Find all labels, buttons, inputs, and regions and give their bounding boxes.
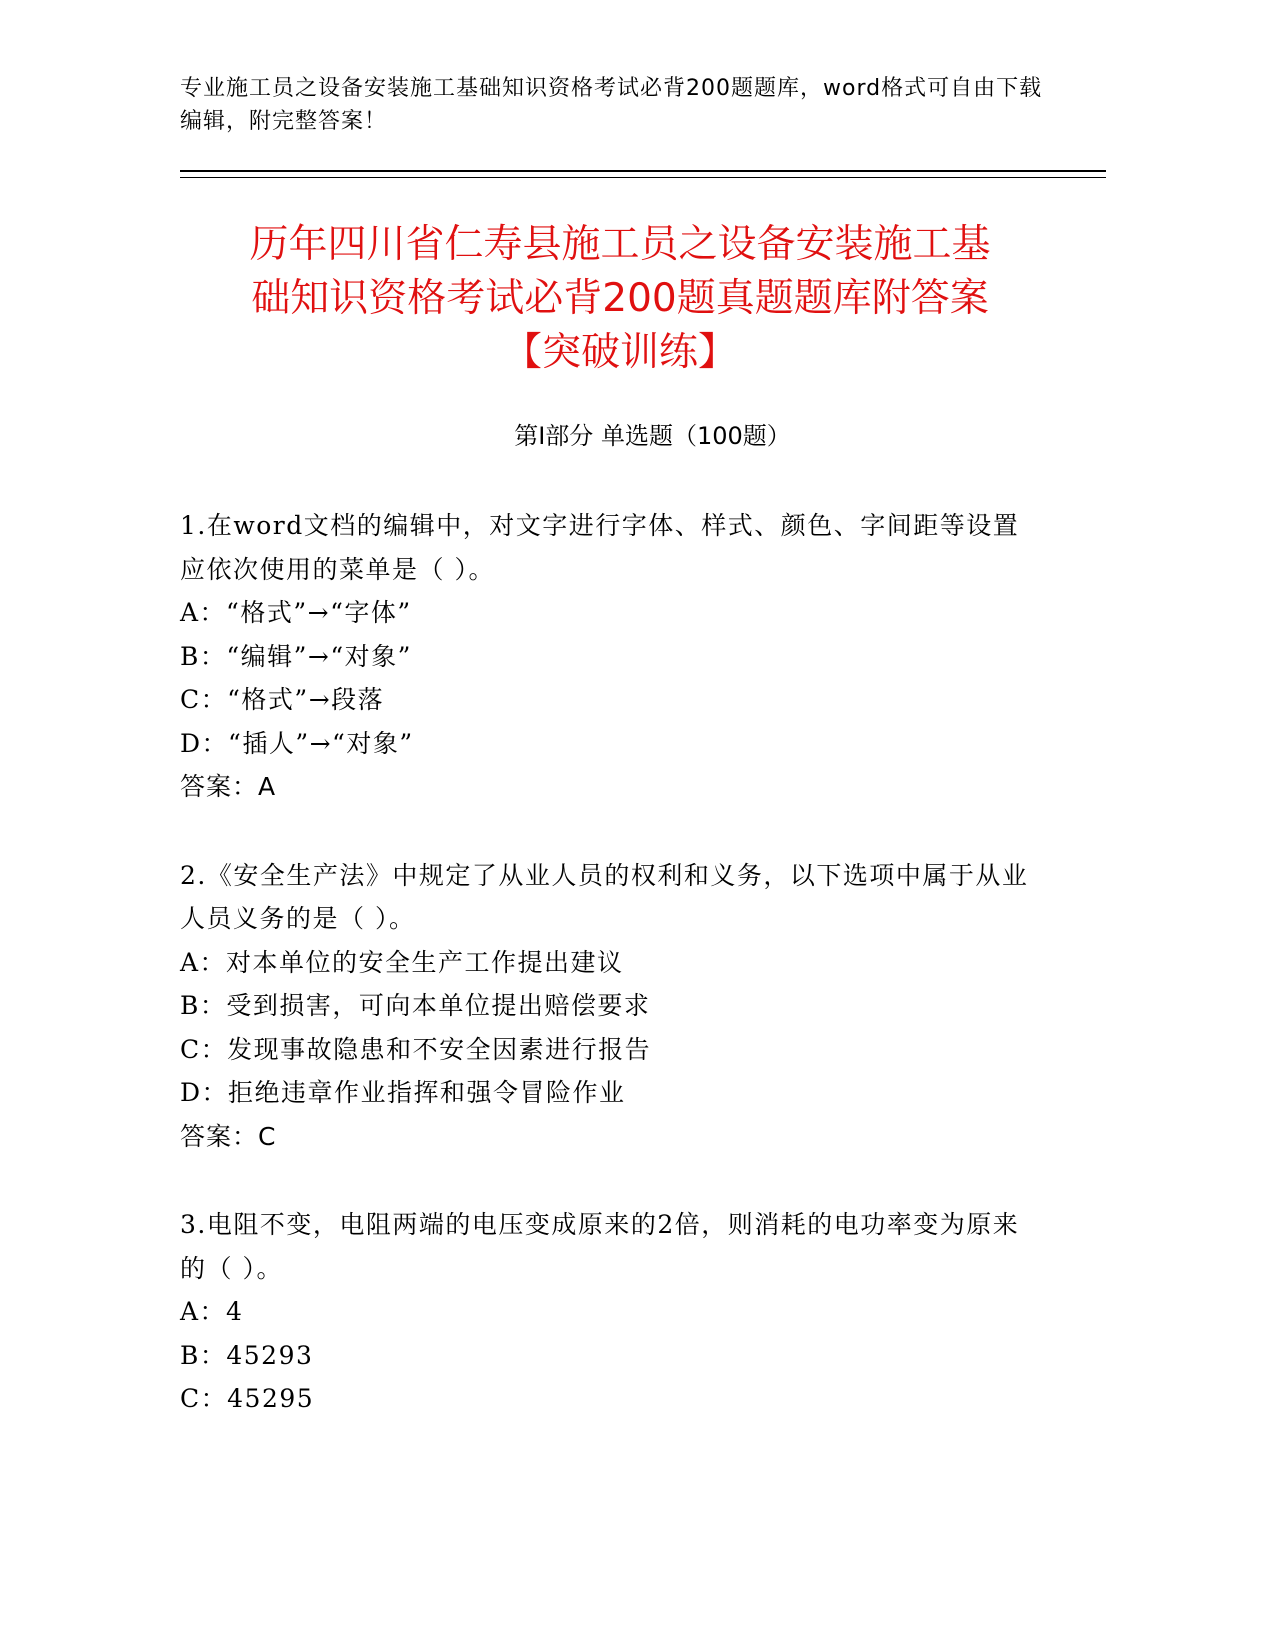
title-line-3: 【突破训练】 bbox=[502, 330, 737, 375]
answer: 答案：C bbox=[180, 1121, 277, 1151]
option-b: B：45293 bbox=[180, 1340, 314, 1370]
question-stem: 1.在word文档的编辑中，对文字进行字体、样式、颜色、字间距等设置应依次使用的菜单是（ ）。 bbox=[180, 511, 1020, 584]
question-3 bbox=[180, 1203, 1040, 1421]
option-d: D：“插人”→“对象” bbox=[180, 728, 414, 758]
option-a: A：4 bbox=[180, 1297, 244, 1326]
option-a: A：“格式”→“字体” bbox=[180, 598, 412, 627]
option-c: C：“格式”→段落 bbox=[180, 685, 385, 714]
option-c: C：发现事故隐患和不安全因素进行报告 bbox=[180, 1034, 652, 1064]
question-list bbox=[180, 504, 1040, 1466]
option-a: A：对本单位的安全生产工作提出建议 bbox=[180, 947, 624, 977]
option-c: C：45295 bbox=[180, 1384, 315, 1413]
question-1 bbox=[180, 504, 1040, 809]
document-title bbox=[150, 218, 1090, 380]
section-heading: 第Ⅰ部分 单选题（100题） bbox=[514, 422, 791, 450]
option-b: B：受到损害，可向本单位提出赔偿要求 bbox=[180, 991, 651, 1020]
header-note: 专业施工员之设备安装施工基础知识资格考试必背200题题库，word格式可自由下载编辑，附完整答案！ bbox=[180, 76, 1043, 134]
option-d: D：拒绝违章作业指挥和强令冒险作业 bbox=[180, 1078, 626, 1107]
question-stem: 3.电阻不变，电阻两端的电压变成原来的2倍，则消耗的电功率变为原来的（ ）。 bbox=[180, 1210, 1020, 1283]
option-b: B：“编辑”→“对象” bbox=[180, 641, 412, 671]
question-stem: 2.《安全生产法》中规定了从业人员的权利和义务，以下选项中属于从业人员义务的是（ ）。 bbox=[180, 860, 1029, 933]
question-2 bbox=[180, 854, 1040, 1159]
answer: 答案：A bbox=[180, 772, 277, 801]
header-divider-thin bbox=[180, 177, 1106, 178]
header-divider-thick bbox=[180, 170, 1106, 172]
title-line-1: 历年四川省仁寿县施工员之设备安装施工基 bbox=[249, 222, 991, 267]
title-line-2: 础知识资格考试必背200题真题题库附答案 bbox=[251, 276, 989, 321]
